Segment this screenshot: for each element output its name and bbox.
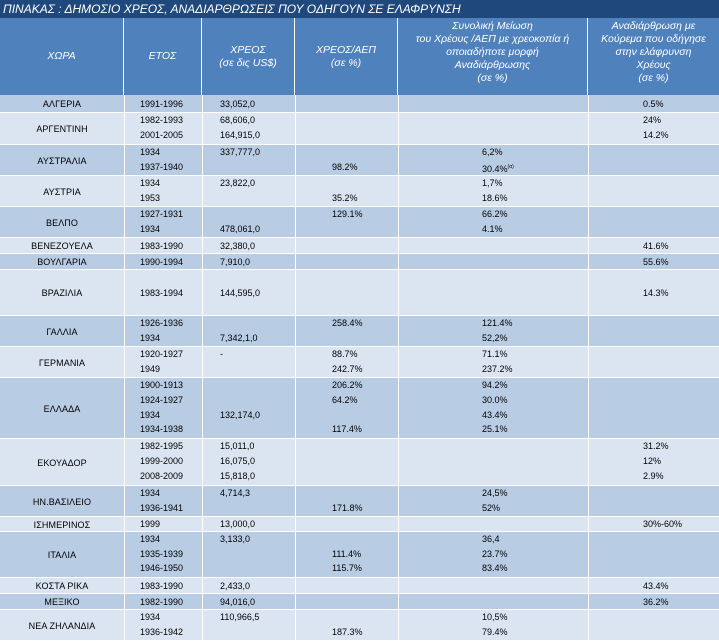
debt-gdp-cell: 171.8%: [332, 502, 363, 513]
country-cell: ΙΣΗΜΕΡΙΝΟΣ: [33, 519, 91, 530]
reduction-cell: 71.1%: [482, 349, 508, 359]
reduction-cell: 66.2%: [482, 209, 508, 219]
debt-cell: 23,822,0: [220, 178, 256, 188]
year-cell: 1900-1913: [140, 380, 184, 390]
haircut-cell: 0.5%: [643, 98, 664, 109]
debt-cell: 7,910,0: [220, 256, 251, 267]
header-haircut: Αναδιάρθρωση με Κούρεμα που οδήγησε στην ελάφρυνση Χρέους (σε %): [601, 20, 706, 84]
debt-gdp-cell: 117.4%: [332, 424, 362, 435]
haircut-cell: 41.6%: [643, 240, 669, 251]
header-reduction: Συνολική Μείωση του Χρέους /ΑΕΠ με χρεοκοπία ή οποιαδήποτε μορφή Αναδιάρθρωσης (σε %): [398, 18, 588, 95]
country-cell: ΑΥΣΤΡΙΑ: [43, 186, 81, 197]
year-cell: 1924-1927: [140, 394, 184, 405]
debt-cell: 94,016,0: [220, 596, 256, 607]
debt-cell: 478,061,0: [220, 223, 261, 234]
debt-gdp-cell: 35.2%: [332, 192, 358, 203]
debt-gdp-cell: 206.2%: [332, 380, 363, 390]
year-cell: 1934: [140, 409, 161, 420]
reduction-cell: 52%: [482, 502, 501, 513]
reduction-cell: 23.7%: [482, 548, 508, 559]
year-cell: 1920-1927: [140, 349, 184, 359]
year-cell: 1934: [140, 612, 161, 622]
debt-cell: 2,433,0: [220, 580, 251, 591]
year-cell: 1935-1939: [140, 548, 184, 559]
debt-cell: 132,174,0: [220, 409, 261, 420]
debt-gdp-cell: 111.4%: [332, 548, 362, 559]
column-divider: [588, 95, 589, 641]
debt-cell: 164,915,0: [220, 130, 261, 140]
year-cell: 1934: [140, 488, 161, 498]
debt-cell: 4,714,3: [220, 488, 251, 498]
reduction-cell: 43.4%: [482, 409, 508, 420]
debt-cell: 337,777,0: [220, 147, 261, 157]
year-cell: 1936-1942: [140, 626, 184, 637]
country-cell: ΕΚΟΥΑΔΟΡ: [37, 457, 87, 468]
reduction-cell: 121.4%: [482, 318, 513, 328]
country-cell: ΓΑΛΛΙΑ: [46, 326, 78, 337]
reduction-cell: 4.1%: [482, 223, 503, 234]
year-cell: 1982-1995: [140, 441, 184, 451]
haircut-cell: 2.9%: [643, 471, 664, 481]
country-cell: ΑΛΓΕΡΙΑ: [42, 99, 82, 109]
year-cell: 1990-1994: [140, 256, 184, 267]
year-cell: 1934-1938: [140, 424, 184, 435]
debt-gdp-cell: 187.3%: [332, 626, 363, 637]
column-divider: [124, 95, 125, 641]
debt-gdp-cell: 242.7%: [332, 363, 363, 374]
reduction-cell: 24,5%: [482, 488, 508, 498]
haircut-cell: 36.2%: [643, 596, 669, 607]
year-cell: 1999: [140, 519, 161, 529]
debt-gdp-cell: 88.7%: [332, 349, 358, 359]
reduction-cell: 18.6%: [482, 192, 508, 203]
debt-gdp-cell: 115.7%: [332, 563, 362, 574]
year-cell: 1936-1941: [140, 502, 184, 513]
year-cell: 2008-2009: [140, 471, 184, 481]
footnote-marker: (α): [507, 163, 514, 170]
year-cell: 1937-1940: [140, 161, 184, 172]
debt-cell: 3,133,0: [220, 534, 251, 544]
debt-gdp-cell: 98.2%: [332, 161, 358, 172]
country-cell: ΒΡΑΖΙΛΙΑ: [41, 288, 83, 298]
year-cell: 1934: [140, 332, 161, 343]
reduction-cell: 83.4%: [482, 563, 508, 574]
reduction-cell: 94.2%: [482, 380, 508, 390]
reduction-cell: 25.1%: [482, 424, 508, 435]
year-cell: 1982-1990: [140, 596, 184, 607]
year-cell: 1949: [140, 363, 161, 374]
year-cell: 1934: [140, 223, 161, 234]
header-debt-gdp: ΧΡΕΟΣ/ΑΕΠ (σε %): [295, 18, 398, 95]
debt-cell: -: [220, 349, 223, 359]
year-cell: 1991-1996: [140, 98, 184, 109]
year-cell: 1926-1936: [140, 318, 184, 328]
debt-gdp-cell: 258.4%: [332, 318, 363, 328]
haircut-cell: 12%: [643, 456, 662, 466]
year-cell: 1982-1993: [140, 115, 184, 125]
haircut-cell: 30%-60%: [643, 519, 683, 529]
haircut-cell: 24%: [643, 115, 662, 125]
column-divider: [398, 95, 399, 641]
country-cell: ΙΤΑΛΙΑ: [47, 550, 77, 560]
debt-cell: 110,966,5: [220, 612, 260, 622]
haircut-cell: 31.2%: [643, 441, 669, 451]
haircut-cell: 14.2%: [643, 130, 669, 140]
country-cell: ΑΥΣΤΡΑΛΙΑ: [37, 155, 87, 166]
year-cell: 1999-2000: [140, 456, 184, 466]
year-cell: 1953: [140, 192, 161, 203]
reduction-cell: 79.4%: [482, 626, 508, 637]
country-cell: ΝΕΑ ΖΗΛΑΝΔΙΑ: [28, 620, 96, 631]
year-cell: 1934: [140, 178, 161, 188]
reduction-cell: 52,2%: [482, 332, 508, 343]
debt-cell: 144,595,0: [220, 287, 261, 298]
reduction-cell: 30.0%: [482, 394, 508, 405]
header-country: ΧΩΡΑ: [0, 18, 124, 95]
debt-cell: 32,380,0: [220, 240, 256, 251]
year-cell: 1946-1950: [140, 563, 184, 574]
reduction-cell: 6,2%: [482, 147, 503, 157]
country-cell: ΒΕΛΠΟ: [45, 217, 79, 228]
debt-cell: 33,052,0: [220, 98, 256, 109]
year-cell: 1927-1931: [140, 209, 184, 219]
debt-gdp-cell: 129.1%: [332, 209, 363, 219]
reduction-cell: 1,7%: [482, 178, 503, 188]
year-cell: 1934: [140, 147, 161, 157]
country-cell: ΚΟΣΤΑ ΡΙΚΑ: [35, 581, 89, 591]
country-cell: ΒΟΥΛΓΑΡΙΑ: [37, 257, 87, 267]
year-cell: 1983-1990: [140, 580, 184, 591]
reduction-cell: 10,5%: [482, 612, 508, 622]
debt-cell: 15,818,0: [220, 471, 256, 481]
debt-gdp-cell: 64.2%: [332, 394, 358, 405]
table-header-row: [0, 18, 719, 95]
country-cell: ΓΕΡΜΑΝΙΑ: [38, 357, 86, 368]
header-year: ΕΤΟΣ: [124, 18, 202, 95]
debt-cell: 16,075,0: [220, 456, 256, 466]
haircut-cell: 55.6%: [643, 256, 669, 267]
reduction-cell: 30.4%$^{(\alpha)}$: [482, 163, 514, 174]
country-cell: ΒΕΝΕΖΟΥΕΛΑ: [31, 241, 93, 251]
haircut-cell: 43.4%: [643, 580, 669, 591]
table-title: ΠΙΝΑΚΑΣ : ΔΗΜΟΣΙΟ ΧΡΕΟΣ, ΑΝΑΔΙΑΡΘΡΩΣΕΙΣ ΠΟΥ ΟΔΗΓΟΥΝ ΣΕ ΕΛΑΦΡΥΝΣΗ: [0, 0, 719, 18]
reduction-cell: 237.2%: [482, 363, 513, 374]
debt-cell: 68,606,0: [220, 115, 256, 125]
year-cell: 1934: [140, 534, 161, 544]
column-divider: [295, 95, 296, 641]
country-cell: ΜΕΞΙΚΟ: [44, 597, 80, 607]
header-debt: ΧΡΕΟΣ (σε δις US$): [202, 18, 295, 95]
year-cell: 2001-2005: [140, 130, 184, 140]
column-divider: [202, 95, 203, 641]
country-cell: ΕΛΛΑΔΑ: [43, 403, 81, 414]
debt-cell: 13,000,0: [220, 519, 256, 529]
haircut-cell: 14.3%: [643, 287, 669, 298]
country-cell: ΑΡΓΕΝΤΙΝΗ: [36, 124, 88, 134]
debt-cell: 7,342,1,0: [220, 332, 258, 343]
reduction-cell: 36,4: [482, 534, 500, 544]
year-cell: 1983-1994: [140, 287, 184, 298]
year-cell: 1983-1990: [140, 240, 184, 251]
debt-cell: 15,011,0: [220, 441, 255, 451]
country-cell: ΗΝ.ΒΑΣΙΛΕΙΟ: [32, 496, 92, 507]
